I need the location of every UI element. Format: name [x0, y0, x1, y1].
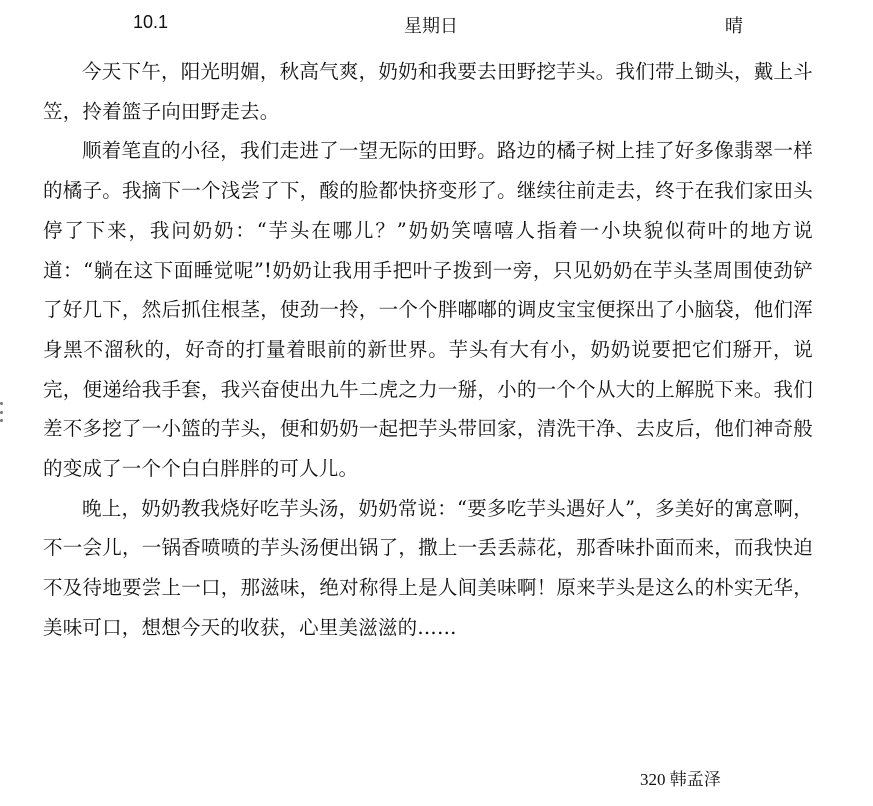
diary-date: 10.1	[133, 12, 169, 32]
drag-handle-icon[interactable]	[0, 402, 4, 422]
diary-weather: 晴	[725, 16, 743, 36]
paragraph-2: 顺着笔直的小径，我们走进了一望无际的田野。路边的橘子树上挂了好多像翡翠一样的橘子。我摘下一个浅尝了下，酸的脸都快挤变形了。继续往前走去，终于在我们家田头停了下来，我问奶奶：“芋头在哪儿？”奶奶笑嘻嘻人指着一小块貌似荷叶的地方说道：“躺在这下面睡觉呢”!奶奶让我用手把叶子拨到一旁，只见奶奶在芋头茎周围使劲铲了好几下，然后抓住根茎，使劲一拎，一个个胖嘟嘟的调皮宝宝便探出了小脑袋，他们浑身黑不溜秋的，好奇的打量着眼前的新世界。芋头有大有小，奶奶说要把它们掰开，说完，便递给我手套，我兴奋使出九牛二虎之力一掰，小的一个个从大的上解脱下来。我们差不多挖了一小篮的芋头，便和奶奶一起把芋头带回家，清洗干净、去皮后，他们神奇般的变成了一个个白白胖胖的可人儿。	[43, 139, 813, 481]
diary-header	[0, 12, 873, 40]
paragraph-1: 今天下午，阳光明媚，秋高气爽，奶奶和我要去田野挖芋头。我们带上锄头，戴上斗笠，拎着篮子向田野走去。	[43, 60, 813, 123]
author-signature: 320 韩孟泽	[640, 770, 721, 789]
paragraph-3: 晚上，奶奶教我烧好吃芋头汤，奶奶常说：“要多吃芋头遇好人”，多美好的寓意啊，不一会儿，一锅香喷喷的芋头汤便出锅了，撒上一丢丢蒜花，那香味扑面而来，而我快迫不及待地要尝上一口，那滋味，绝对称得上是人间美味啊！原来芋头是这么的朴实无华，美味可口，想想今天的收获，心里美滋滋的……	[43, 496, 813, 639]
diary-weekday: 星期日	[404, 16, 458, 36]
diary-body	[43, 52, 813, 648]
